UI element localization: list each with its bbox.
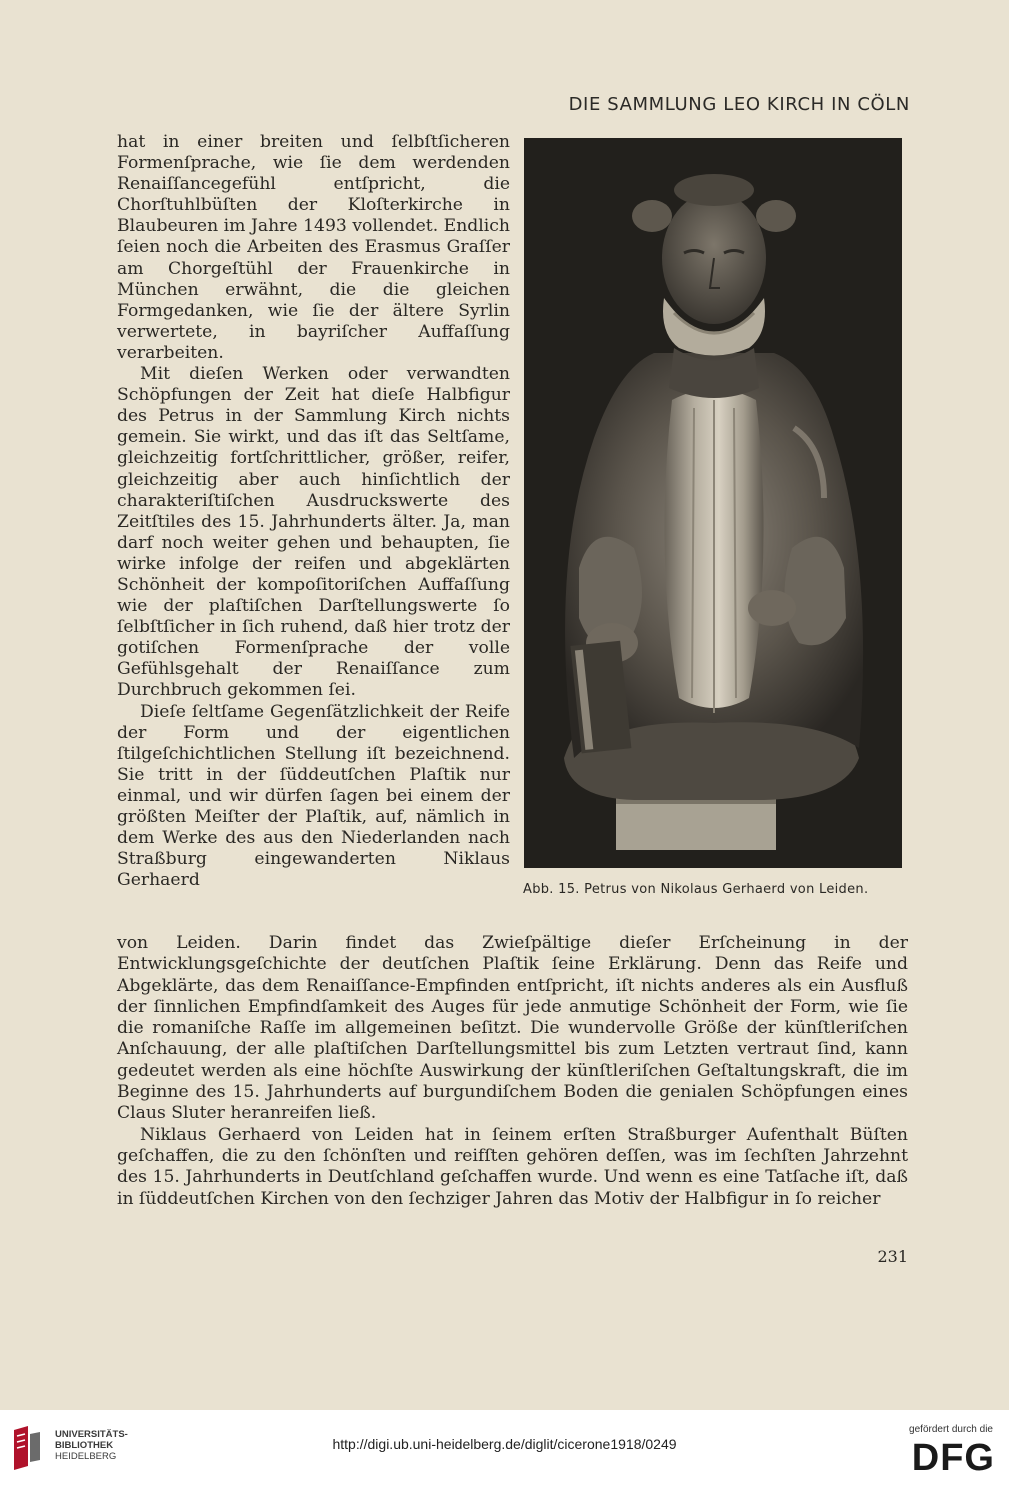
paragraph: hat in einer breiten und ſelbſtſicheren Formenſprache, wie ſie dem werdenden Renaiſſancegefühl entſpricht, die Chorſtuhlbüſten der Kloſterkirche in Blaubeuren im Jahre 1493 vollendet. Endlich ſeien noch die Arbeiten des Erasmus Graſſer am Chorgeſtühl der Frauenkirche in München erwähnt, die die gleichen Formgedanken, wie ſie der ältere Syrlin verwertete, in bayriſcher Auffaſſung verarbeiten. <box>117 132 510 363</box>
footer-bar <box>0 1410 1009 1486</box>
page-number: 231 <box>877 1247 908 1266</box>
left-column-text <box>117 132 510 891</box>
institution-line: UNIVERSITÄTS- <box>55 1429 128 1440</box>
sculpture-illustration <box>524 138 902 868</box>
full-width-text <box>117 933 908 1210</box>
paragraph: Mit dieſen Werken oder verwandten Schöpfungen der Zeit hat dieſe Halbfigur des Petrus in der Sammlung Kirch nichts gemein. Sie wirkt, und das iſt das Seltſame, gleichzeitig fortſchrittlicher, größer, reifer, gleichzeitig aber auch hinſichtlich der charakteriſtiſchen Ausdruckswerte des Zeitſtiles des 15. Jahrhunderts älter. Ja, man darf noch weiter gehen und behaupten, ſie wirke infolge der reifen und abgeklärten Schönheit der kompoſitoriſchen Auffaſſung wie der plaſtiſchen Darſtellungswerte ſo ſelbſtſicher in ſich ruhend, daß hier trotz der gotiſchen Formenſprache der volle Gefühlsgehalt der Renaiſſance zum Durchbruch gekommen ſei. <box>117 364 510 701</box>
institution-line: HEIDELBERG <box>55 1451 117 1462</box>
paragraph: von Leiden. Darin findet das Zwieſpältige dieſer Erſcheinung in der Entwicklungsgeſchichte der deutſchen Plaſtik ſeine Erklärung. Denn das Reife und Abgeklärte, das dem Renaiſſance-Empfinden entſpricht, iſt nichts anderes als ein Ausfluß der ſinnlichen Empfindſamkeit des Auges für jede anmutige Schönheit der Form, wie ſie die romaniſche Raſſe im allgemeinen beſitzt. Die wundervolle Größe der künſtleriſchen Anſchauung, der alle plaſtiſchen Darſtellungsmittel bis zum Letzten vertraut ſind, kann gedeutet werden als eine höchſte Auswirkung der künſtleriſchen Geſtaltungskraft, die im Beginne des 15. Jahrhunderts auf burgundiſchem Boden die genialen Schöpfungen eines Claus Sluter heranreifen ließ. <box>117 933 908 1124</box>
source-url[interactable]: http://digi.ub.uni-heidelberg.de/diglit/cicerone1918/0249 <box>332 1436 677 1452</box>
dfg-logo: DFG <box>911 1437 995 1479</box>
paragraph: Dieſe ſeltſame Gegenſätzlichkeit der Reife der Form und der eigentlichen ſtilgeſchichtlichen Stellung iſt bezeichnend. Sie tritt in der ſüddeutſchen Plaſtik nur einmal, und wir dürfen ſagen bei einem der größten Meiſter der Plaſtik, auf, nämlich in dem Werke des aus den Niederlanden nach Straßburg eingewanderten Niklaus Gerhaerd <box>117 701 510 891</box>
figure-caption: Abb. 15. Petrus von Nikolaus Gerhaerd von Leiden. <box>523 882 869 897</box>
funded-by-label: gefördert durch die <box>909 1424 993 1435</box>
running-header: DIE SAMMLUNG LEO KIRCH IN CÖLN <box>568 94 910 115</box>
paragraph: Niklaus Gerhaerd von Leiden hat in ſeinem erſten Straßburger Aufenthalt Büſten geſchaffen, die zu den ſchönſten und reifſten gehören deſſen, was im ſechſten Jahrzehnt des 15. Jahrhunderts in Deutſchland geſchaffen wurde. Und wenn es eine Tatſache iſt, daß in ſüddeutſchen Kirchen von den ſechziger Jahren das Motiv der Halbfigur in ſo reicher <box>117 1124 908 1209</box>
institution-line: BIBLIOTHEK <box>55 1440 114 1451</box>
petrus-sculpture-photo <box>524 138 902 868</box>
